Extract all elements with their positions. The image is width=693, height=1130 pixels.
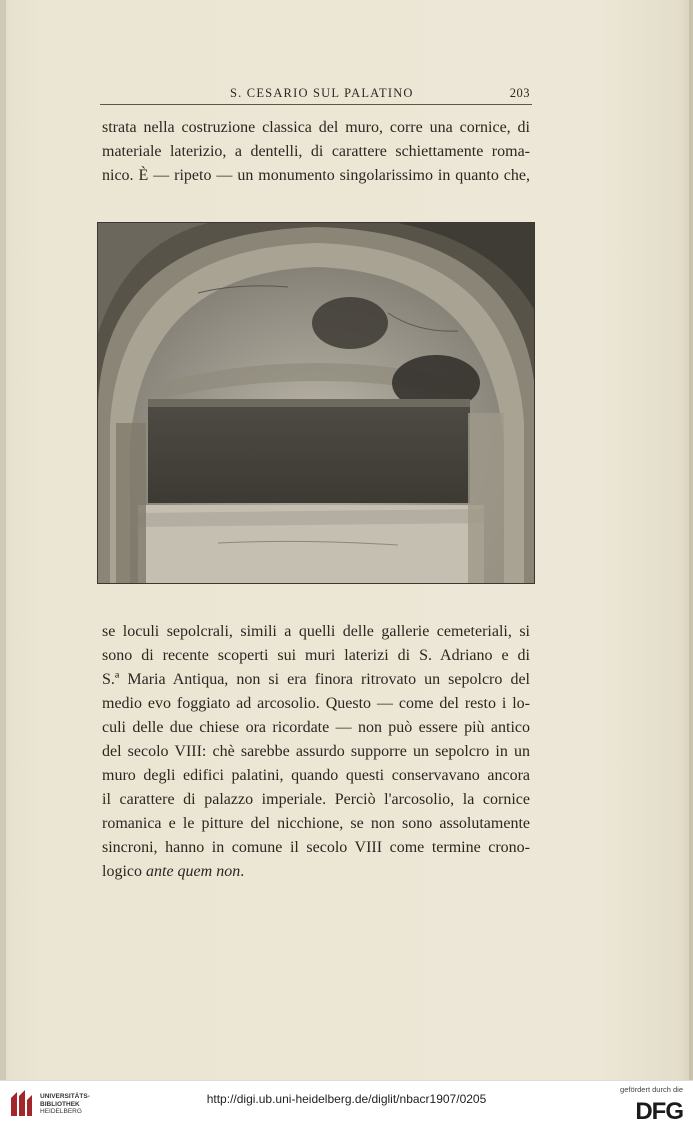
- tomb-recess: [148, 403, 470, 503]
- dfg-logo[interactable]: DFG: [635, 1098, 683, 1125]
- running-title: S. CESARIO SUL PALATINO: [230, 86, 414, 100]
- library-line: HEIDELBERG: [40, 1108, 82, 1115]
- header-rule: [100, 104, 532, 105]
- recess-ledge: [148, 399, 470, 407]
- paragraph-bottom: [102, 620, 530, 884]
- page-edge-left: [0, 0, 6, 1080]
- photograph-drawing: [98, 223, 535, 584]
- text-fragment: logico: [102, 863, 146, 880]
- text-fragment: .: [240, 863, 245, 880]
- permalink-url[interactable]: http://digi.ub.uni-heidelberg.de/diglit/nbacr1907/0205: [206, 1092, 487, 1106]
- text-line: materiale laterizio, a dentelli, di carattere schiettamente roma-: [102, 143, 530, 160]
- text-line: strata nella costruzione classica del muro, corre una cornice, di: [102, 119, 530, 136]
- fresco-stain: [312, 297, 388, 349]
- page-edge-right: [689, 0, 693, 1080]
- paragraph-top: [102, 116, 530, 188]
- text-line: il carattere di palazzo imperiale. Perciò l'arcosolio, la cornice: [102, 791, 530, 808]
- right-pier: [468, 413, 504, 584]
- text-line: culi delle due chiese ora ricordate — non può essere più antico: [102, 719, 530, 736]
- text-line: medio evo foggiato ad arcosolio. Questo — come del resto i lo-: [102, 695, 530, 712]
- library-line: UNIVERSITÄTS-: [40, 1093, 90, 1100]
- text-line-last: [102, 860, 530, 884]
- page-number: 203: [509, 86, 530, 100]
- text-line: muro degli edifici palatini, quando questi conservavano ancora: [102, 767, 530, 784]
- text-line: nico. È — ripeto — un monumento singolarissimo in quanto che,: [102, 167, 530, 184]
- funding-caption: gefördert durch die: [620, 1085, 683, 1094]
- text-line: sono di recente scoperti sui muri laterizi di S. Adriano e di: [102, 647, 530, 664]
- text-line: S.ª Maria Antiqua, non si era finora ritrovato un sepolcro del: [102, 671, 530, 688]
- running-head: [100, 86, 532, 104]
- text-line: del secolo VIII: chè sarebbe assurdo supporre un sepolcro in un: [102, 743, 530, 760]
- text-line: romanica e le pitture del nicchione, se non sono assolutamente: [102, 815, 530, 832]
- library-line: BIBLIOTHEK: [40, 1100, 80, 1108]
- italic-phrase: ante quem non: [146, 863, 241, 880]
- text-line: se loculi sepolcrali, simili a quelli delle gallerie cemeteriali, si: [102, 623, 530, 640]
- left-pier: [116, 423, 146, 584]
- text-line: sincroni, hanno in comune il secolo VIII come termine crono-: [102, 839, 530, 856]
- arcosolium-photograph: [97, 222, 535, 584]
